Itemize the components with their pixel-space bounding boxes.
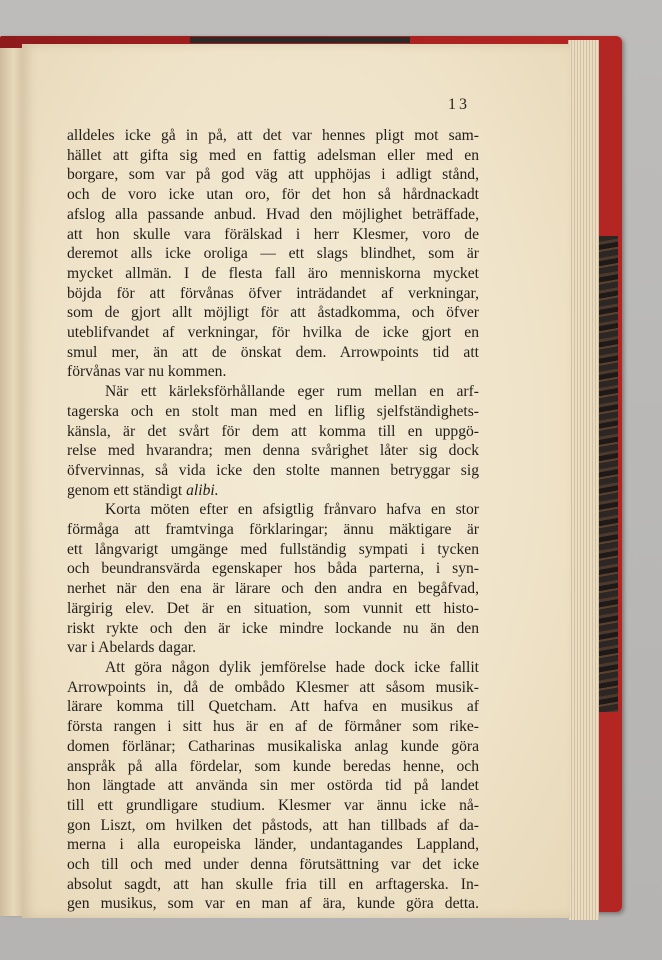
text-line: Arrowpoints in, då de ombådo Klesmer att såsom musik- <box>67 678 479 696</box>
text-line: och de voro icke utan oro, för det hon så hårdnackadt <box>67 186 479 204</box>
text-line: till ett grundligare studium. Klesmer var ännu icke nå- <box>67 796 479 814</box>
marbled-endpaper <box>598 236 618 712</box>
text-line: Att göra någon dylik jemförelse hade dock icke fallit <box>105 658 479 676</box>
text-line: böjda för att förvånas öfver inträdandet af verkningar, <box>67 284 479 302</box>
text-line: hon längtade att använda sin mer ostörda tid på landet <box>67 777 479 795</box>
text-line: första rangen i sitt hus är en af de förmåner som rike- <box>67 718 479 736</box>
text-line: öfvervinnas, så vida icke den stolte mannen betryggar sig <box>67 461 479 479</box>
page-number: 13 <box>448 96 470 113</box>
page-body-text <box>67 126 479 914</box>
text-line: uteblifvandet af verkningar, för hvilka de icke gjort en <box>67 324 479 342</box>
text-line: deremot alls icke oroliga — ett slags blindhet, som är <box>67 245 479 263</box>
text-line: afslog alla passande anbud. Hvad den möjlighet beträffade, <box>67 205 479 223</box>
text-line: ett långvarigt umgänge med fullständig sympati i tycken <box>67 540 479 558</box>
text-line: gen musikus, som var en man af ära, kunde göra detta. <box>67 895 479 913</box>
text-line: var i Abelards dagar. <box>67 639 197 657</box>
text-line: relse med hvarandra; men denna svårighet låter sig dock <box>67 442 479 460</box>
text-line: gon Liszt, om hvilken det påstods, att han tillbads af da- <box>67 816 479 834</box>
text-line: mycket allmän. I de flesta fall äro menniskorna mycket <box>67 264 479 282</box>
text-line: Korta möten efter en afsigtlig frånvaro hafva en stor <box>105 501 479 519</box>
text-line: känsla, är det svårt för dem att komma till en uppgö- <box>67 422 479 440</box>
text-line: alldeles icke gå in på, att det var hennes pligt mot sam- <box>67 127 479 144</box>
text-line: absolut sagdt, att han skulle fria till en arftagerska. In- <box>67 875 479 893</box>
text-line: lärgirig elev. Det är en situation, som vunnit ett histo- <box>67 599 479 617</box>
facing-page-edge <box>0 48 23 916</box>
text-line: riskt rykte och den är icke mindre lockande nu än den <box>67 619 479 637</box>
cover-edge-band <box>190 37 410 43</box>
text-line: förmåga att framtvinga förklaringar; ännu mäktigare är <box>67 521 479 539</box>
text-line: förvånas var nu kommen. <box>67 363 227 381</box>
text-line: merna i alla europeiska länder, undantagandes Lappland, <box>67 836 479 854</box>
text-line: hället att gifta sig med en fattig adelsman eller med en <box>67 146 479 164</box>
text-line: anspråk på alla fördelar, som kunde beredas henne, och <box>67 757 479 775</box>
text-line: att hon skulle vara förälskad i herr Klesmer, voro de <box>67 225 479 243</box>
italic-word: alibi. <box>186 481 219 499</box>
text-line: och till och med under denna förutsättning var det icke <box>67 856 479 874</box>
text-line: borgare, som var på god väg att upphöjas i adligt stånd, <box>67 166 479 184</box>
text-line: När ett kärleksförhållande eger rum mellan en arf- <box>105 383 479 401</box>
text-line: smul mer, än att de önskat dem. Arrowpoints tid att <box>67 343 479 361</box>
text-line: genom ett ständigt alibi. <box>67 481 219 499</box>
text-line: som de gjort allt möjligt för att åstadkomma, och öfver <box>67 304 479 322</box>
text-line: lärare komma till Quetcham. Att hafva en musikus af <box>67 698 479 716</box>
page-block-edges <box>568 40 599 920</box>
text-line: nerhet när den ena är lärare och den andra en begåfvad, <box>67 580 479 598</box>
text-line: tagerska och en stolt man med en liflig sjelfständighets- <box>67 402 479 420</box>
text-line: och beundransvärda egenskaper hos båda parterna, i syn- <box>67 560 479 578</box>
text-line: domen förlänar; Catharinas musikaliska anlag kunde göra <box>67 737 479 755</box>
